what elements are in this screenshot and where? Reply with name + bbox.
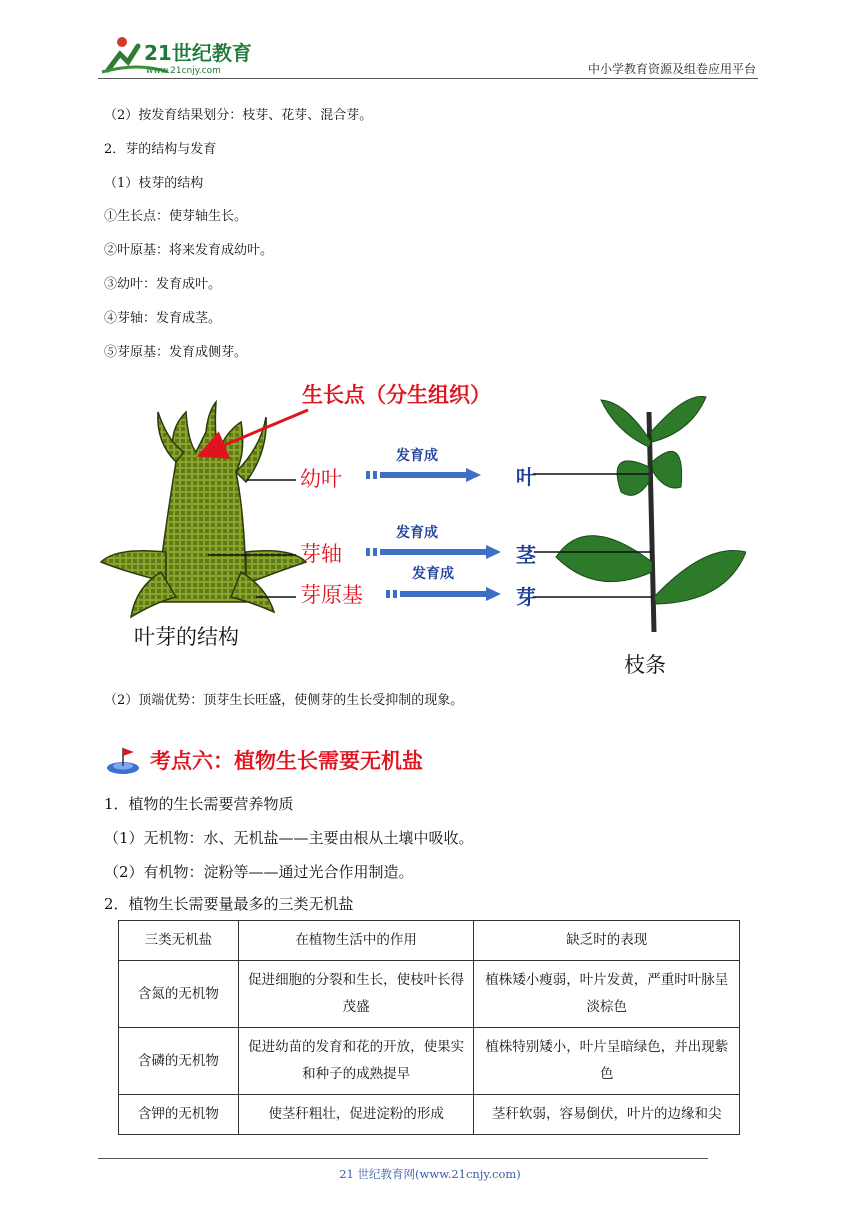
bud-structure-figure xyxy=(96,372,746,682)
table-header-row xyxy=(119,921,740,961)
table-cell: 含氮的无机物 xyxy=(119,961,239,1028)
caption-branch: 枝条 xyxy=(624,653,666,677)
leaf-bud-drawing xyxy=(101,402,306,617)
text-line: ②叶原基：将来发育成幼叶。 xyxy=(104,243,274,258)
inorganic-salts-table xyxy=(118,920,740,1135)
bud-primordium-label: 芽原基 xyxy=(300,583,363,607)
text-line: 2．植物生长需要量最多的三类无机盐 xyxy=(104,895,354,913)
footer-divider xyxy=(98,1158,708,1159)
table-header: 缺乏时的表现 xyxy=(474,921,740,961)
table-row xyxy=(119,1028,740,1095)
logo-text: 21世纪教育 xyxy=(144,41,252,65)
footer-text: 21 世纪教育网(www.21cnjy.com) xyxy=(339,1167,521,1181)
text-line: ①生长点：使芽轴生长。 xyxy=(104,209,248,224)
flag-icon xyxy=(106,745,140,775)
text-line: ⑤芽原基：发育成侧芽。 xyxy=(104,345,248,360)
table-header: 三类无机盐 xyxy=(119,921,239,961)
text-line: （2）顶端优势：顶芽生长旺盛，使侧芽的生长受抑制的现象。 xyxy=(104,693,464,708)
site-logo xyxy=(98,32,268,76)
develops-label: 发育成 xyxy=(396,525,438,541)
leaf-label: 叶 xyxy=(516,465,536,489)
branch-drawing xyxy=(534,396,746,632)
text-line: ④芽轴：发育成茎。 xyxy=(104,311,222,326)
bud-axis-label: 芽轴 xyxy=(300,542,342,566)
table-row xyxy=(119,961,740,1028)
text-line: 1．植物的生长需要营养物质 xyxy=(104,795,294,813)
table-cell: 促进细胞的分裂和生长，使枝叶长得茂盛 xyxy=(238,961,474,1028)
logo-url: www.21cnjy.com xyxy=(146,66,221,76)
text-line: ③幼叶：发育成叶。 xyxy=(104,277,222,292)
develops-label: 发育成 xyxy=(396,448,438,464)
table-cell: 植株特别矮小，叶片呈暗绿色，并出现紫色 xyxy=(474,1028,740,1095)
text-line: （1）枝芽的结构 xyxy=(104,176,204,191)
text-line: （2）有机物：淀粉等——通过光合作用制造。 xyxy=(104,863,414,881)
stem-label: 茎 xyxy=(516,543,536,567)
table-cell: 促进幼苗的发育和花的开放，使果实和种子的成熟提早 xyxy=(238,1028,474,1095)
young-leaf-label: 幼叶 xyxy=(300,467,342,491)
text-line: （2）按发育结果划分：枝芽、花芽、混合芽。 xyxy=(104,108,373,123)
table-cell: 植株矮小瘦弱，叶片发黄，严重时叶脉呈淡棕色 xyxy=(474,961,740,1028)
header-divider xyxy=(98,78,758,79)
platform-name: 中小学教育资源及组卷应用平台 xyxy=(587,62,756,76)
section-heading xyxy=(106,742,423,778)
table-cell: 茎秆软弱，容易倒伏，叶片的边缘和尖 xyxy=(474,1095,740,1135)
table-cell: 含磷的无机物 xyxy=(119,1028,239,1095)
table-row xyxy=(119,1095,740,1135)
text-line: 2．芽的结构与发育 xyxy=(104,142,217,157)
table-cell: 含钾的无机物 xyxy=(119,1095,239,1135)
section-title: 考点六：植物生长需要无机盐 xyxy=(150,749,423,773)
bud-label: 芽 xyxy=(516,585,536,609)
growth-point-label: 生长点（分生组织） xyxy=(302,383,491,407)
caption-leaf-bud: 叶芽的结构 xyxy=(134,625,239,649)
table-header: 在植物生活中的作用 xyxy=(238,921,474,961)
develops-label: 发育成 xyxy=(412,566,454,582)
text-line: （1）无机物：水、无机盐——主要由根从土壤中吸收。 xyxy=(104,829,474,847)
table-cell: 使茎秆粗壮，促进淀粉的形成 xyxy=(238,1095,474,1135)
